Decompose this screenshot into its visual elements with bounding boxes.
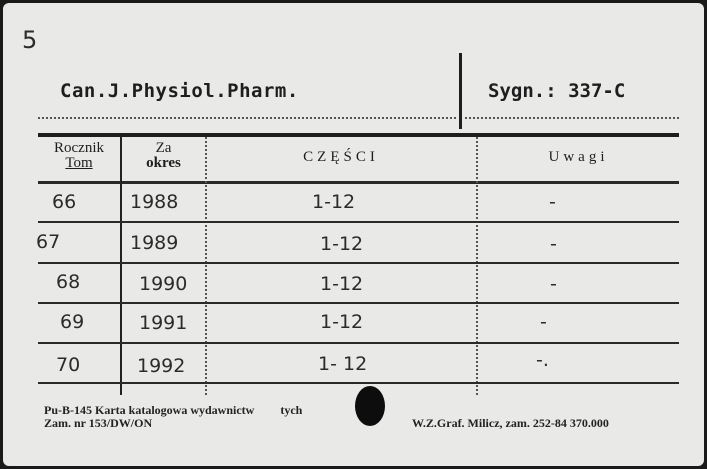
row-5-tom: 70 [56,354,81,376]
title-underline [38,117,456,119]
row-5-parts: 1- 12 [318,353,368,375]
header-uwagi: Uwagi [548,149,609,165]
col-divider-1 [120,137,122,395]
row-rule-5 [38,382,679,384]
row-2-tom: 67 [36,231,61,253]
row-3-parts: 1-12 [320,273,364,295]
header-divider [459,53,462,129]
row-4-year: 1991 [139,312,188,334]
col-divider-3 [476,137,478,395]
row-rule-3 [38,302,679,304]
row-3-tom: 68 [56,271,81,293]
footer-order-number: Zam. nr 153/DW/ON [44,416,153,430]
header-bottom-rule [38,181,679,184]
row-3-year: 1990 [139,273,188,295]
row-1-year: 1988 [130,191,179,213]
row-2-notes: - [550,233,557,255]
row-5-year: 1992 [137,355,186,377]
row-4-tom: 69 [60,311,85,333]
row-5-notes: -. [536,349,549,371]
row-2-year: 1989 [130,232,179,254]
footer-form-line: Pu-B-145 Karta katalogowa wydawnictw tych [44,403,303,417]
header-za-okres: Za okres [146,140,181,171]
row-2-parts: 1-12 [320,233,364,255]
header-rocznik-tom: Rocznik Tom [54,140,104,171]
punch-hole [355,386,385,426]
table-top-rule [38,133,679,137]
header-czesci: CZĘŚCI [303,149,379,165]
row-rule-2 [38,262,679,264]
row-4-parts: 1-12 [320,311,364,333]
row-3-notes: - [550,273,557,295]
row-1-tom: 66 [52,191,77,213]
row-4-notes: - [540,311,547,333]
row-1-notes: - [549,191,556,213]
corner-number: 5 [22,26,38,54]
footer-printer: W.Z.Graf. Milicz, zam. 252-84 370.000 [412,416,609,430]
signature-label: Sygn.: 337-C [488,80,626,102]
signature-underline [465,117,679,119]
row-rule-4 [38,342,679,344]
journal-title: Can.J.Physiol.Pharm. [60,80,299,102]
col-divider-2 [205,137,207,395]
row-rule-1 [38,221,679,223]
row-1-parts: 1-12 [312,191,356,213]
